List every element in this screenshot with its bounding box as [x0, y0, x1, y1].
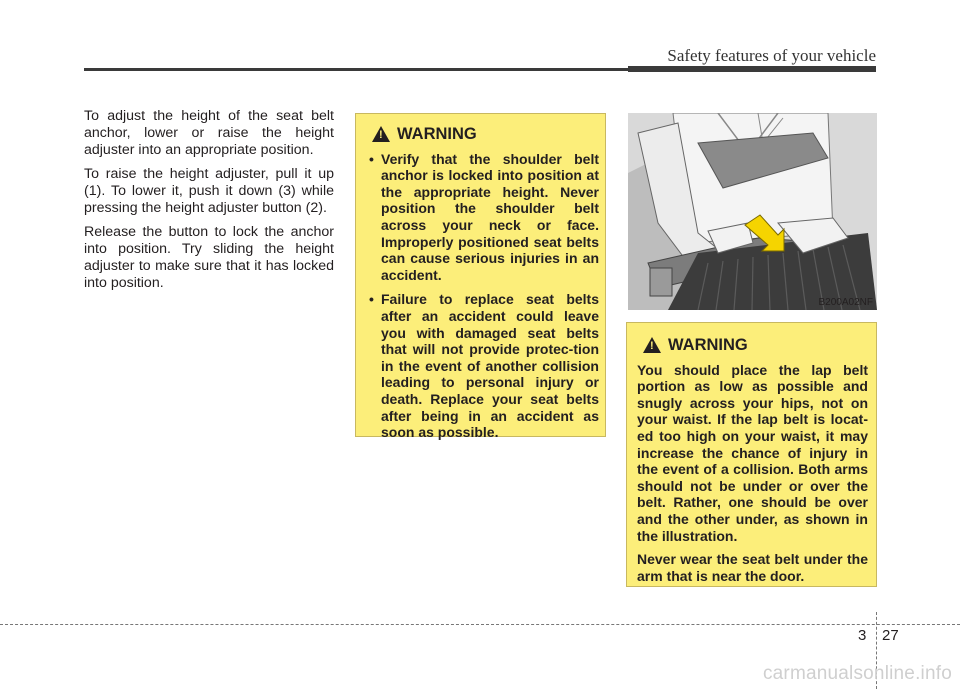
warning-item: • Verify that the shoulder belt anchor is locked into position at the appropriate height. Never position the shoulder belt across your neck or face. Improperly positioned seat belts can cause serious injuries in an accident. [366, 151, 599, 284]
warning-title: WARNING [397, 125, 477, 143]
header-rule-accent [628, 66, 876, 72]
paragraph: Release the button to lock the anchor into position. Try sliding the height adjuster to make sure that it has locked into position. [84, 224, 334, 291]
warning-item: • Failure to replace seat belts after an accident could leave you with damaged seat belts that will not provide protec-tion in the event of another collision leading to personal injury or death. Replace your seat belts after being in an accident as soon as possible. [366, 291, 599, 440]
page-number: 27 [882, 627, 899, 644]
chapter-number: 3 [858, 627, 867, 644]
body-text [84, 108, 334, 299]
illustration-svg [628, 113, 877, 310]
warning-box-lap-belt [626, 322, 877, 587]
section-title: Safety features of your vehicle [667, 46, 876, 65]
figure-caption: B200A02NF [818, 297, 873, 308]
warning-header [372, 126, 599, 143]
warning-paragraph: Never wear the seat belt under the arm that is near the door. [637, 551, 868, 584]
warning-paragraph: You should place the lap belt portion as low as possible and snugly across your hips, not on your waist. If the lap belt is locat-ed too high on your waist, it may increase the chance of injury in the event of a collision. Both arms should not be under or over the belt. Rather, one should be over and the other under, as shown in the illustration. [637, 361, 868, 544]
paragraph: To raise the height adjuster, pull it up (1). To lower it, push it down (3) while pressing the height adjuster button (2). [84, 166, 334, 216]
paragraph: To adjust the height of the seat belt anchor, lower or raise the height adjuster into an appropriate position. [84, 108, 334, 158]
warning-box-shoulder-belt [355, 113, 606, 441]
warning-list [366, 151, 599, 441]
warning-triangle-icon [643, 337, 661, 353]
warning-triangle-icon [372, 126, 390, 142]
footer-rule [0, 624, 960, 625]
watermark: carmanualsonline.info [762, 663, 952, 684]
warning-header [643, 337, 868, 354]
seat-belt-illustration [628, 113, 877, 310]
warning-title: WARNING [668, 336, 748, 354]
